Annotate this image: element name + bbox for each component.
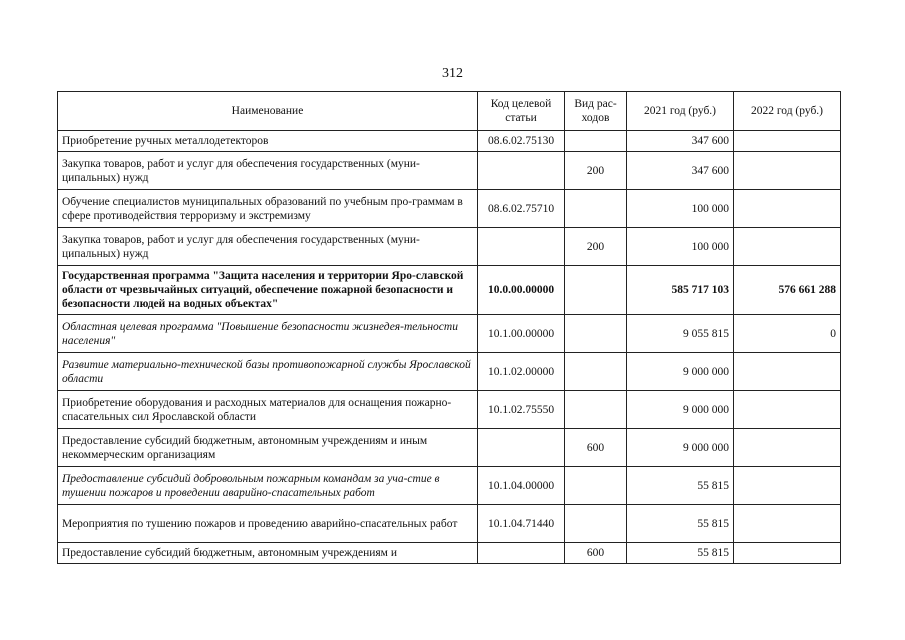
row-name: Предоставление субсидий бюджетным, автономным учреждениям и иным некоммерческим организациям (58, 429, 478, 467)
row-2022: 0 (734, 315, 841, 353)
row-name: Обучение специалистов муниципальных образований по учебным про-граммам в сфере противодействия терроризму и экстремизму (58, 190, 478, 228)
row-name: Развитие материально-технической базы противопожарной службы Ярославской области (58, 353, 478, 391)
header-2022: 2022 год (руб.) (734, 92, 841, 131)
row-code: 08.6.02.75130 (478, 131, 565, 152)
table-row (58, 467, 841, 505)
row-kind: 200 (565, 228, 627, 266)
header-name: Наименование (58, 92, 478, 131)
row-name: Мероприятия по тушению пожаров и проведению аварийно-спасательных работ (58, 505, 478, 543)
row-name: Государственная программа "Защита населения и территории Яро-славской области от чрезвычайных ситуаций, обеспечение пожарной безопасности и безопасности людей на водных объектах" (58, 266, 478, 315)
row-name: Закупка товаров, работ и услуг для обеспечения государственных (муни-ципальных) нужд (58, 228, 478, 266)
table-row (58, 315, 841, 353)
row-name: Приобретение ручных металлодетекторов (58, 131, 478, 152)
row-name: Приобретение оборудования и расходных материалов для оснащения пожарно-спасательных сил Ярославской области (58, 391, 478, 429)
header-2021: 2021 год (руб.) (627, 92, 734, 131)
row-kind (565, 266, 627, 315)
row-code: 08.6.02.75710 (478, 190, 565, 228)
row-kind: 600 (565, 429, 627, 467)
row-2021: 9 000 000 (627, 391, 734, 429)
table-row (58, 391, 841, 429)
row-code: 10.1.04.00000 (478, 467, 565, 505)
row-2022 (734, 505, 841, 543)
row-2022: 576 661 288 (734, 266, 841, 315)
row-2021: 100 000 (627, 228, 734, 266)
row-2021: 9 055 815 (627, 315, 734, 353)
table-row (58, 228, 841, 266)
table-row (58, 190, 841, 228)
row-2022 (734, 429, 841, 467)
header-code: Код целевой статьи (478, 92, 565, 131)
row-kind (565, 190, 627, 228)
row-2021: 55 815 (627, 543, 734, 564)
table-header-row (58, 92, 841, 131)
row-2021: 55 815 (627, 505, 734, 543)
table-row-program (58, 266, 841, 315)
budget-table (57, 91, 841, 564)
row-2022 (734, 152, 841, 190)
header-kind: Вид рас-ходов (565, 92, 627, 131)
row-name: Предоставление субсидий бюджетным, автономным учреждениям и (58, 543, 478, 564)
row-name: Областная целевая программа "Повышение безопасности жизнедея-тельности населения" (58, 315, 478, 353)
table-row (58, 543, 841, 564)
row-code: 10.1.04.71440 (478, 505, 565, 543)
row-name: Закупка товаров, работ и услуг для обеспечения государственных (муни-ципальных) нужд (58, 152, 478, 190)
table-row (58, 505, 841, 543)
row-2021: 347 600 (627, 131, 734, 152)
table-row (58, 152, 841, 190)
row-2022 (734, 391, 841, 429)
row-code (478, 228, 565, 266)
table-row (58, 131, 841, 152)
row-code (478, 152, 565, 190)
row-2021: 9 000 000 (627, 353, 734, 391)
row-kind: 600 (565, 543, 627, 564)
table-row (58, 353, 841, 391)
row-code (478, 543, 565, 564)
row-2021: 55 815 (627, 467, 734, 505)
row-code (478, 429, 565, 467)
row-kind: 200 (565, 152, 627, 190)
row-2022 (734, 228, 841, 266)
row-code: 10.1.00.00000 (478, 315, 565, 353)
row-code: 10.1.02.00000 (478, 353, 565, 391)
row-2022 (734, 353, 841, 391)
row-kind (565, 131, 627, 152)
row-2022 (734, 543, 841, 564)
row-name: Предоставление субсидий добровольным пожарным командам за уча-стие в тушении пожаров и проведении аварийно-спасательных работ (58, 467, 478, 505)
row-code: 10.0.00.00000 (478, 266, 565, 315)
row-code: 10.1.02.75550 (478, 391, 565, 429)
row-kind (565, 467, 627, 505)
row-kind (565, 391, 627, 429)
row-2022 (734, 190, 841, 228)
row-kind (565, 353, 627, 391)
table-row (58, 429, 841, 467)
row-2022 (734, 131, 841, 152)
row-2022 (734, 467, 841, 505)
row-kind (565, 315, 627, 353)
row-2021: 100 000 (627, 190, 734, 228)
row-2021: 9 000 000 (627, 429, 734, 467)
row-2021: 585 717 103 (627, 266, 734, 315)
row-kind (565, 505, 627, 543)
row-2021: 347 600 (627, 152, 734, 190)
page-number: 312 (442, 66, 463, 81)
